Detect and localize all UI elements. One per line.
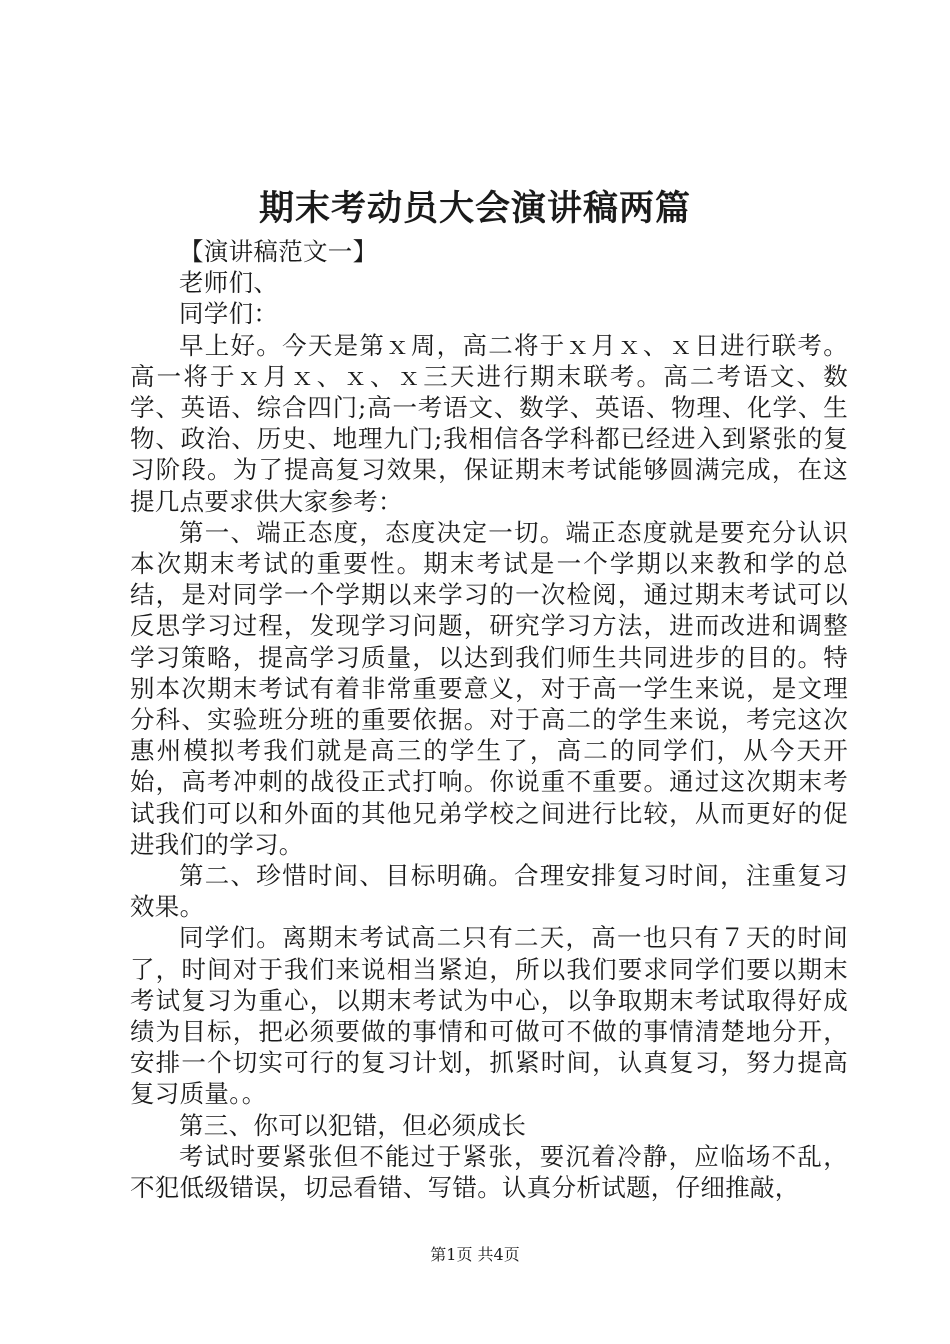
salutation-teachers: 老师们、 xyxy=(179,268,279,298)
paragraph-exam-advice: 考试时要紧张但不能过于紧张，要沉着冷静，应临场不乱，不犯低级错误，切忌看错、写错。认真分析试题，仔细推敲， xyxy=(130,1141,848,1203)
section-heading: 【演讲稿范文一】 xyxy=(179,237,378,266)
paragraph-intro: 早上好。今天是第ｘ周，高二将于ｘ月ｘ、ｘ日进行联考。高一将于ｘ月ｘ、ｘ、ｘ三天进行期末联考。高二考语文、数学、英语、综合四门;高一考语文、数学、英语、物理、化学、生物、政治、历史、地理九门;我相信各学科都已经进入到紧张的复习阶段。为了提高复习效果，保证期末考试能够圆满完成，在这提几点要求供大家参考： xyxy=(130,330,848,516)
paragraph-point-two: 第二、珍惜时间、目标明确。合理安排复习时间，注重复习效果。 xyxy=(130,861,848,922)
document-body xyxy=(130,236,848,1203)
paragraph-time: 同学们。离期末考试高二只有二天，高一也只有７天的时间了，时间对于我们来说相当紧迫，所以我们要求同学们要以期末考试复习为重心，以期末考试为中心，以争取期末考试取得好成绩为目标，把必须要做的事情和可做可不做的事情清楚地分开，安排一个切实可行的复习计划，抓紧时间，认真复习，努力提高复习质量。。 xyxy=(130,923,848,1109)
document-title: 期末考动员大会演讲稿两篇 xyxy=(258,188,691,229)
paragraph-point-three: 第三、你可以犯错，但必须成长 xyxy=(179,1110,527,1140)
paragraph-point-one: 第一、端正态度，态度决定一切。端正态度就是要充分认识本次期末考试的重要性。期末考试是一个学期以来教和学的总结，是对同学一个学期以来学习的一次检阅，通过期末考试可以反思学习过程，发现学习问题，研究学习方法，进而改进和调整学习策略，提高学习质量，以达到我们师生共同进步的目的。特别本次期末考试有着非常重要意义，对于高一学生来说，是文理分科、实验班分班的重要依据。对于高二的学生来说，考完这次惠州模拟考我们就是高三的学生了，高二的同学们，从今天开始，高考冲刺的战役正式打响。你说重不重要。通过这次期末考试我们可以和外面的其他兄弟学校之间进行比较，从而更好的促进我们的学习。 xyxy=(130,517,848,859)
page-footer: 第1页 共4页 xyxy=(430,1245,520,1264)
salutation-students: 同学们： xyxy=(179,299,279,329)
